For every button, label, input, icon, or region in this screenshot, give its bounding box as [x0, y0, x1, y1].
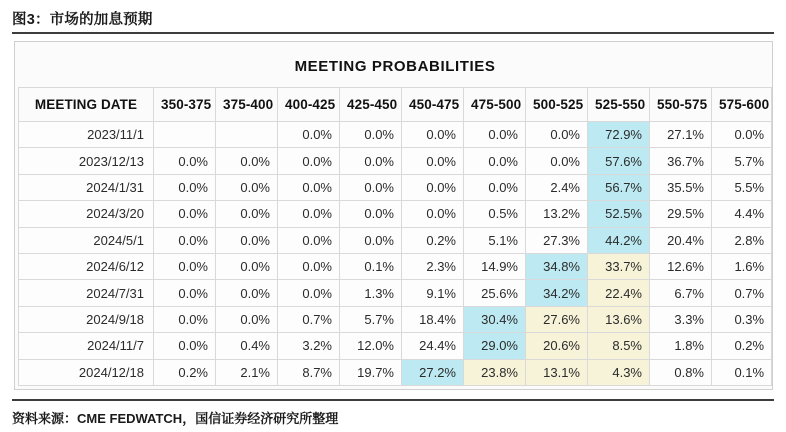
probability-cell: 5.7% — [340, 306, 402, 332]
probability-cell: 57.6% — [588, 148, 650, 174]
probability-cell: 1.6% — [712, 253, 772, 279]
probability-cell: 22.4% — [588, 280, 650, 306]
probability-cell: 19.7% — [340, 359, 402, 385]
probability-cell: 0.0% — [278, 201, 340, 227]
column-header-550-575: 550-575 — [650, 88, 712, 122]
title-divider — [12, 32, 774, 34]
probability-cell: 2.3% — [402, 253, 464, 279]
probability-cell: 0.0% — [154, 201, 216, 227]
meeting-date-cell: 2024/6/12 — [19, 253, 154, 279]
probability-cell: 0.0% — [154, 253, 216, 279]
table-row — [19, 201, 772, 227]
probability-cell: 0.0% — [278, 227, 340, 253]
probability-cell: 27.3% — [526, 227, 588, 253]
probability-cell: 23.8% — [464, 359, 526, 385]
probability-cell: 20.6% — [526, 333, 588, 359]
table-row — [19, 359, 772, 385]
probability-cell: 0.0% — [216, 201, 278, 227]
probability-cell: 0.0% — [340, 201, 402, 227]
meeting-date-cell: 2023/12/13 — [19, 148, 154, 174]
figure-title: 图3：市场的加息预期 — [12, 12, 153, 28]
column-header-475-500: 475-500 — [464, 88, 526, 122]
probability-cell: 8.7% — [278, 359, 340, 385]
column-header-450-475: 450-475 — [402, 88, 464, 122]
probability-cell: 0.0% — [154, 174, 216, 200]
probability-cell: 0.0% — [402, 174, 464, 200]
probability-cell: 4.4% — [712, 201, 772, 227]
probability-cell: 0.1% — [340, 253, 402, 279]
probability-cell: 0.0% — [464, 174, 526, 200]
probability-cell: 0.0% — [278, 148, 340, 174]
table-row — [19, 306, 772, 332]
meeting-date-cell: 2023/11/1 — [19, 122, 154, 148]
probability-cell: 0.4% — [216, 333, 278, 359]
probability-cell: 5.7% — [712, 148, 772, 174]
probability-cell: 0.0% — [278, 174, 340, 200]
probability-cell: 0.0% — [464, 148, 526, 174]
probability-cell: 52.5% — [588, 201, 650, 227]
probability-cell: 0.3% — [712, 306, 772, 332]
meeting-date-cell: 2024/5/1 — [19, 227, 154, 253]
meeting-date-cell: 2024/1/31 — [19, 174, 154, 200]
meeting-date-cell: 2024/3/20 — [19, 201, 154, 227]
probability-cell: 27.6% — [526, 306, 588, 332]
probability-cell: 0.0% — [216, 148, 278, 174]
table-row — [19, 122, 772, 148]
probability-cell: 1.8% — [650, 333, 712, 359]
probability-cell: 0.0% — [154, 306, 216, 332]
column-header-meeting-date: MEETING DATE — [19, 88, 154, 122]
probability-cell: 0.0% — [278, 253, 340, 279]
probability-cell: 0.8% — [650, 359, 712, 385]
meeting-date-cell: 2024/12/18 — [19, 359, 154, 385]
probability-cell: 5.5% — [712, 174, 772, 200]
table-row — [19, 227, 772, 253]
probability-cell: 0.2% — [712, 333, 772, 359]
column-header-575-600: 575-600 — [712, 88, 772, 122]
probability-cell: 0.0% — [216, 174, 278, 200]
probability-cell: 27.1% — [650, 122, 712, 148]
column-header-525-550: 525-550 — [588, 88, 650, 122]
table-header — [19, 46, 772, 122]
table-body — [19, 122, 772, 386]
probability-cell: 27.2% — [402, 359, 464, 385]
probability-cell: 0.0% — [340, 227, 402, 253]
probability-cell: 4.3% — [588, 359, 650, 385]
probability-cell: 0.0% — [712, 122, 772, 148]
probability-cell: 1.3% — [340, 280, 402, 306]
table-row — [19, 280, 772, 306]
meeting-probabilities-table — [18, 45, 772, 386]
column-header-350-375: 350-375 — [154, 88, 216, 122]
table-row — [19, 174, 772, 200]
probability-cell: 14.9% — [464, 253, 526, 279]
probability-cell: 56.7% — [588, 174, 650, 200]
table-row — [19, 148, 772, 174]
probability-cell: 24.4% — [402, 333, 464, 359]
probability-cell: 0.0% — [464, 122, 526, 148]
probability-cell: 2.8% — [712, 227, 772, 253]
meeting-date-cell: 2024/7/31 — [19, 280, 154, 306]
probability-cell: 0.0% — [154, 148, 216, 174]
probability-cell: 0.0% — [402, 201, 464, 227]
probability-cell: 29.5% — [650, 201, 712, 227]
probability-cell: 0.0% — [340, 148, 402, 174]
probability-cell: 34.2% — [526, 280, 588, 306]
probability-cell: 0.0% — [216, 306, 278, 332]
source-note: 资料来源：CME FEDWATCH，国信证券经济研究所整理 — [12, 411, 339, 426]
column-header-row — [19, 88, 772, 122]
probability-cell: 0.0% — [154, 333, 216, 359]
probability-cell: 35.5% — [650, 174, 712, 200]
probability-cell: 0.0% — [526, 122, 588, 148]
probability-cell: 0.0% — [402, 148, 464, 174]
probability-cell: 25.6% — [464, 280, 526, 306]
probability-cell: 0.0% — [340, 122, 402, 148]
probability-cell: 0.0% — [340, 174, 402, 200]
probability-cell: 0.0% — [216, 227, 278, 253]
column-header-500-525: 500-525 — [526, 88, 588, 122]
probability-cell: 2.1% — [216, 359, 278, 385]
meeting-date-cell: 2024/9/18 — [19, 306, 154, 332]
probability-cell: 0.0% — [278, 122, 340, 148]
probability-cell: 0.0% — [216, 280, 278, 306]
probability-cell: 29.0% — [464, 333, 526, 359]
probability-cell: 0.7% — [278, 306, 340, 332]
probability-cell: 12.0% — [340, 333, 402, 359]
probability-cell: 30.4% — [464, 306, 526, 332]
source-divider — [12, 399, 774, 401]
probability-cell: 13.2% — [526, 201, 588, 227]
probability-cell: 0.0% — [154, 227, 216, 253]
meeting-probabilities-table-container — [14, 41, 773, 390]
probability-cell: 12.6% — [650, 253, 712, 279]
probability-cell: 13.6% — [588, 306, 650, 332]
meeting-date-cell: 2024/11/7 — [19, 333, 154, 359]
probability-cell: 0.7% — [712, 280, 772, 306]
probability-cell: 13.1% — [526, 359, 588, 385]
column-header-375-400: 375-400 — [216, 88, 278, 122]
probability-cell: 18.4% — [402, 306, 464, 332]
probability-cell: 36.7% — [650, 148, 712, 174]
table-row — [19, 253, 772, 279]
column-header-425-450: 425-450 — [340, 88, 402, 122]
probability-cell: 9.1% — [402, 280, 464, 306]
table-banner-title: MEETING PROBABILITIES — [19, 46, 772, 88]
table-banner-row — [19, 46, 772, 88]
probability-cell — [154, 122, 216, 148]
probability-cell: 0.2% — [402, 227, 464, 253]
table-row — [19, 333, 772, 359]
probability-cell: 2.4% — [526, 174, 588, 200]
probability-cell: 33.7% — [588, 253, 650, 279]
probability-cell: 0.0% — [526, 148, 588, 174]
probability-cell: 0.1% — [712, 359, 772, 385]
probability-cell: 0.0% — [278, 280, 340, 306]
probability-cell: 5.1% — [464, 227, 526, 253]
probability-cell: 0.2% — [154, 359, 216, 385]
probability-cell: 20.4% — [650, 227, 712, 253]
probability-cell: 0.0% — [216, 253, 278, 279]
probability-cell: 3.3% — [650, 306, 712, 332]
probability-cell: 3.2% — [278, 333, 340, 359]
probability-cell — [216, 122, 278, 148]
probability-cell: 6.7% — [650, 280, 712, 306]
probability-cell: 0.5% — [464, 201, 526, 227]
probability-cell: 44.2% — [588, 227, 650, 253]
column-header-400-425: 400-425 — [278, 88, 340, 122]
probability-cell: 34.8% — [526, 253, 588, 279]
probability-cell: 0.0% — [402, 122, 464, 148]
probability-cell: 72.9% — [588, 122, 650, 148]
probability-cell: 0.0% — [154, 280, 216, 306]
probability-cell: 8.5% — [588, 333, 650, 359]
